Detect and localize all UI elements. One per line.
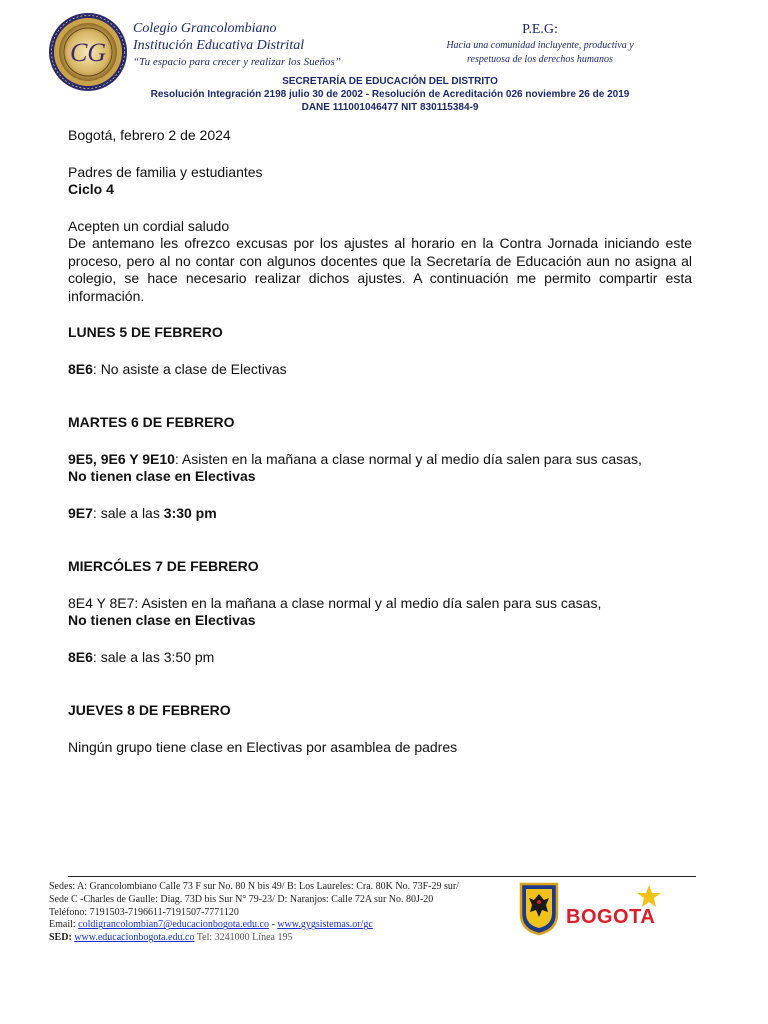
peg-title: P.E.G: <box>522 22 558 37</box>
school-name: Colegio Grancolombiano <box>133 21 277 36</box>
tuesday-groups: 9E5, 9E6 Y 9E10 <box>68 450 175 467</box>
peg-line-1: Hacia una comunidad incluyente, productiva y <box>446 40 634 51</box>
footer-sed-row <box>49 932 459 945</box>
peg-block <box>420 21 660 67</box>
svg-text:CG: CG <box>69 38 107 67</box>
tuesday-text: : Asisten en la mañana a clase normal y al medio día salen para sus casas, <box>174 450 642 467</box>
letter-body <box>68 127 692 756</box>
monday-group: 8E6 <box>68 360 93 377</box>
letter-cycle: Ciclo 4 <box>68 181 114 197</box>
email-link[interactable]: coldigrancolombian7@educacionbogota.edu.co <box>78 919 269 931</box>
peg-line-2: respetuosa de los derechos humanos <box>467 54 613 65</box>
wednesday-text: 8E4 Y 8E7: Asisten en la mañana a clase normal y al medio día salen para sus casas, <box>68 594 602 611</box>
sed-label: SED: <box>49 932 75 944</box>
wednesday-group-2: 8E6 <box>68 648 93 665</box>
tuesday-text-2: : sale a las <box>92 504 164 521</box>
letter-intro: De antemano les ofrezco excusas por los ajustes al horario en la Contra Jornada iniciando este proceso, pero al no contar con algunos docentes que la Secretaría de Educación aun no asigna al colegio, se hace necesario realizar dichos ajustes. A continuación me permito compartir esta información. <box>68 235 692 304</box>
tuesday-time-2: 3:30 pm <box>163 504 217 521</box>
wednesday-text-2: : sale a las 3:50 pm <box>92 648 215 665</box>
school-name-block <box>133 20 341 70</box>
dane-nit-line: DANE 111001046477 NIT 830115384-9 <box>301 102 479 113</box>
footer-email-row <box>49 919 459 932</box>
bogota-crest-icon <box>518 880 560 936</box>
tuesday-heading: MARTES 6 DE FEBRERO <box>68 414 235 430</box>
sed-phone: Tel: 3241000 Línea 195 <box>194 932 293 944</box>
tuesday-group-2: 9E7 <box>68 504 93 521</box>
footer-sedes: Sedes: A: Grancolombiano Calle 73 F sur No. 80 N bis 49/ B: Los Laureles: Cra. 80K No. 73F-29 sur/ <box>49 881 459 892</box>
tuesday-note: No tienen clase en Electivas <box>68 468 256 484</box>
wednesday-note: No tienen clase en Electivas <box>68 612 256 628</box>
footer-phone: Teléfono: 7191503-7196611-7191507-7771120 <box>49 906 239 918</box>
footer-divider <box>68 876 696 877</box>
letter-greeting: Acepten un cordial saludo <box>68 217 230 234</box>
wednesday-heading: MIERCÓLES 7 DE FEBRERO <box>68 558 259 574</box>
sed-link[interactable]: www.educacionbogota.edu.co <box>74 932 195 944</box>
letter-date: Bogotá, febrero 2 de 2024 <box>68 127 231 143</box>
monday-text: : No asiste a clase de Electivas <box>92 360 287 377</box>
institution-type: Institución Educativa Distrital <box>133 38 305 53</box>
link-separator: - <box>268 919 278 931</box>
website-link[interactable]: www.gygsistemas.or/gc <box>277 919 373 931</box>
monday-heading: LUNES 5 DE FEBRERO <box>68 324 223 340</box>
thursday-text: Ningún grupo tiene clase en Electivas por asamblea de padres <box>68 738 458 755</box>
school-motto: “Tu espacio para crecer y realizar los Sueños” <box>133 56 341 68</box>
secretariat-name: SECRETARÍA DE EDUCACIÓN DEL DISTRITO <box>282 76 498 87</box>
resolution-line: Resolución Integración 2198 julio 30 de 2002 - Resolución de Acreditación 026 noviembre 26 de 2019 <box>150 89 630 100</box>
bogota-logo <box>566 884 664 936</box>
footer-sedes-2: Sede C -Charles de Gaulle: Diag. 73D bis Sur N° 79-23/ D: Naranjos: Calle 72A sur No. 80J-20 <box>49 893 434 905</box>
letter-recipients: Padres de familia y estudiantes <box>68 163 263 180</box>
footer-info <box>49 881 459 945</box>
wednesday-item-2 <box>68 649 692 667</box>
star-icon <box>636 884 662 908</box>
secretariat-block <box>100 75 680 114</box>
tuesday-item <box>68 451 692 469</box>
email-label: Email: <box>49 919 79 931</box>
thursday-heading: JUEVES 8 DE FEBRERO <box>68 702 231 718</box>
bogota-wordmark: BOGOTA <box>566 906 656 928</box>
monday-item <box>68 361 692 379</box>
tuesday-item-2 <box>68 505 692 523</box>
